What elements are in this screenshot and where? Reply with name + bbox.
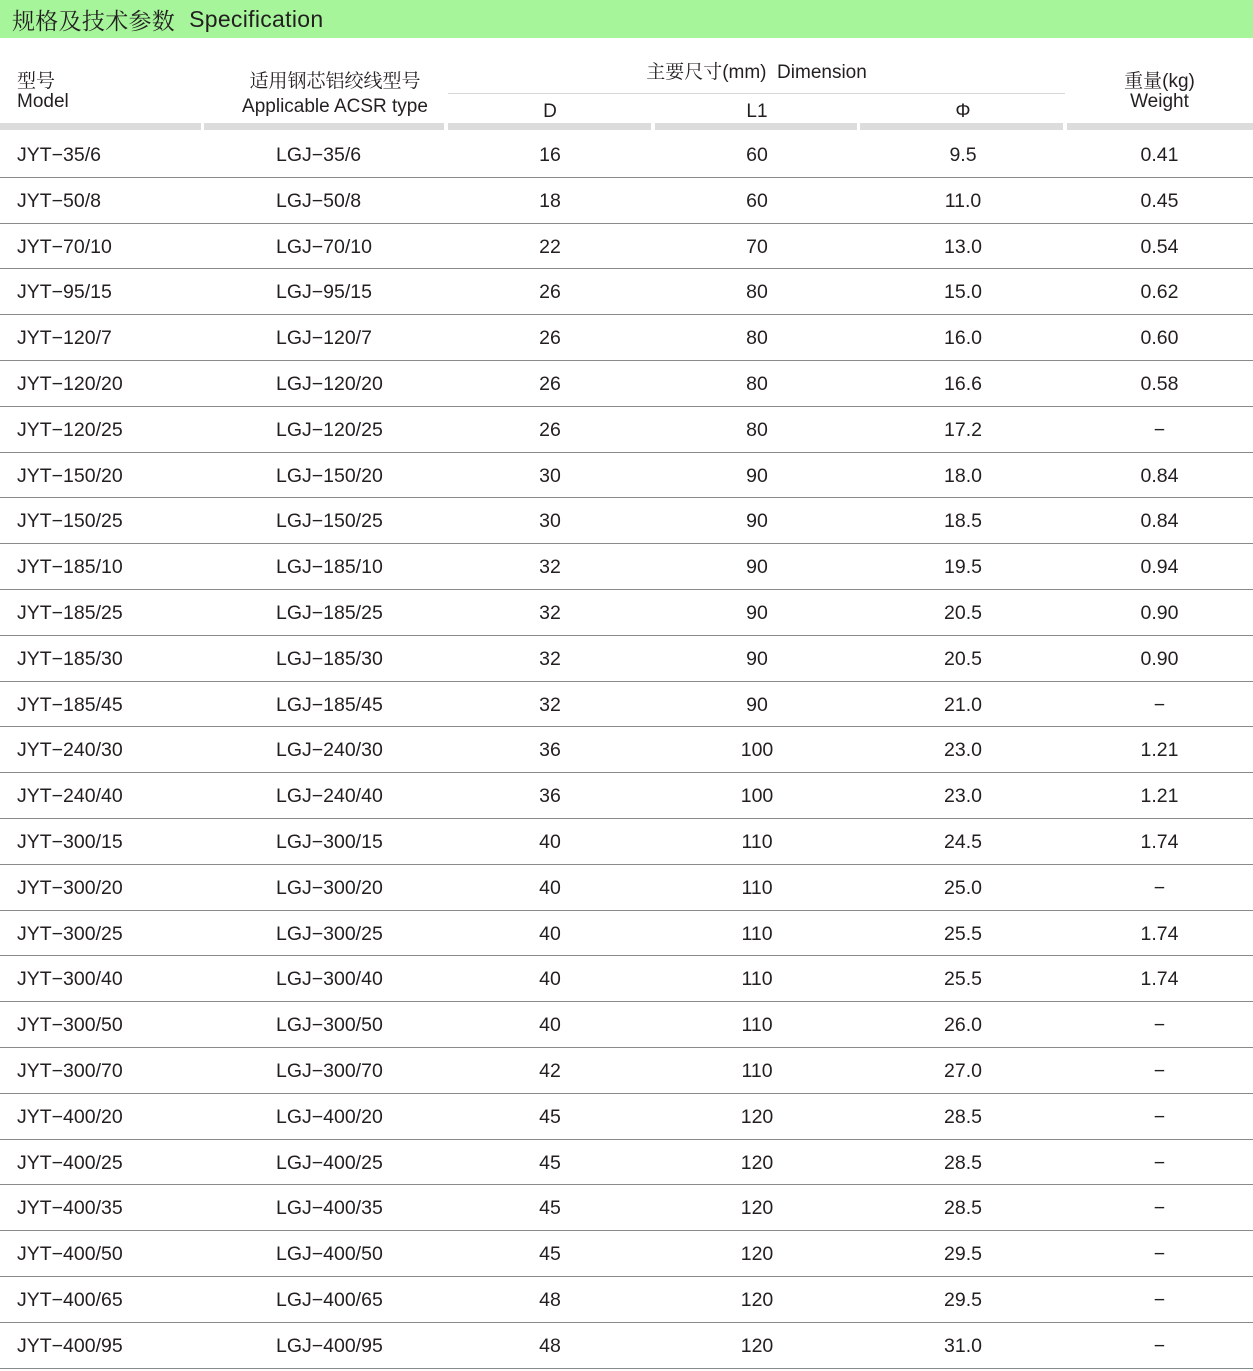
cell-d: 36 — [539, 785, 561, 808]
table-row — [0, 224, 1253, 270]
cell-acsr: LGJ−400/35 — [276, 1197, 383, 1220]
cell-weight: 1.21 — [1140, 739, 1179, 762]
table-row — [0, 911, 1253, 957]
cell-model: JYT−400/20 — [17, 1105, 123, 1128]
title-zh: 规格及技术参数 — [12, 7, 176, 34]
cell-model: JYT−185/45 — [17, 693, 123, 716]
cell-model: JYT−120/7 — [17, 327, 112, 350]
cell-d: 48 — [539, 1288, 561, 1311]
cell-d: 30 — [539, 464, 561, 487]
cell-l1: 100 — [740, 739, 774, 762]
cell-phi: 16.6 — [944, 372, 982, 395]
cell-weight: 0.45 — [1140, 189, 1179, 212]
cell-weight: 0.90 — [1140, 601, 1179, 624]
cell-phi: 28.5 — [944, 1151, 982, 1174]
table-row — [0, 498, 1253, 544]
cell-acsr: LGJ−300/50 — [276, 1014, 383, 1037]
table-row — [0, 1185, 1253, 1231]
header-d: D — [543, 101, 557, 122]
cell-phi: 11.0 — [944, 189, 982, 212]
cell-phi: 29.5 — [944, 1288, 982, 1311]
cell-phi: 25.0 — [944, 876, 982, 899]
cell-phi: 13.0 — [944, 235, 982, 258]
cell-acsr: LGJ−35/6 — [276, 144, 362, 166]
cell-model: JYT−240/30 — [17, 739, 123, 762]
header-rule-d — [448, 123, 651, 130]
cell-acsr: LGJ−185/25 — [276, 601, 383, 624]
cell-phi: 19.5 — [944, 556, 982, 579]
cell-phi: 20.5 — [944, 601, 982, 624]
cell-model: JYT−300/15 — [17, 830, 123, 853]
cell-d: 26 — [539, 281, 561, 304]
cell-d: 40 — [539, 968, 561, 991]
cell-l1: 110 — [741, 968, 773, 991]
table-row — [0, 178, 1253, 224]
cell-weight: 0.84 — [1140, 510, 1179, 533]
cell-phi: 18.5 — [944, 510, 982, 533]
cell-model: JYT−70/10 — [17, 235, 112, 258]
cell-l1: 110 — [741, 1059, 773, 1082]
cell-model: JYT−150/20 — [17, 464, 123, 487]
cell-d: 45 — [539, 1197, 561, 1220]
cell-phi: 18.0 — [944, 464, 982, 487]
title-bar — [0, 0, 1253, 38]
header-model-zh: 型号 — [17, 71, 56, 92]
cell-d: 18 — [539, 189, 561, 212]
cell-acsr: LGJ−150/25 — [276, 510, 383, 533]
cell-acsr: LGJ−185/45 — [276, 693, 383, 716]
cell-weight: − — [1153, 1243, 1166, 1266]
cell-phi: 28.5 — [944, 1197, 982, 1220]
cell-l1: 110 — [741, 830, 773, 853]
cell-acsr: LGJ−150/20 — [276, 464, 383, 487]
header-rule-weight — [1067, 123, 1253, 130]
table-row — [0, 727, 1253, 773]
header-acsr-en: Applicable ACSR type — [242, 96, 428, 117]
cell-d: 32 — [539, 601, 561, 624]
table-row — [0, 453, 1253, 499]
cell-l1: 120 — [740, 1288, 774, 1311]
header-rule-model — [0, 123, 201, 130]
cell-weight: 0.90 — [1140, 647, 1179, 670]
cell-model: JYT−300/50 — [17, 1014, 123, 1037]
table-row — [0, 956, 1253, 1002]
cell-l1: 90 — [746, 464, 768, 487]
header-weight-en: Weight — [1130, 91, 1189, 112]
cell-l1: 90 — [746, 693, 768, 716]
cell-phi: 29.5 — [944, 1243, 982, 1266]
header-phi: Φ — [955, 101, 971, 122]
cell-weight: 1.74 — [1140, 922, 1179, 945]
cell-model: JYT−120/25 — [17, 418, 123, 441]
table-row — [0, 407, 1253, 453]
cell-model: JYT−120/20 — [17, 372, 123, 395]
cell-model: JYT−400/35 — [17, 1197, 123, 1220]
cell-weight: 0.41 — [1140, 144, 1179, 166]
cell-phi: 26.0 — [944, 1014, 982, 1037]
cell-d: 42 — [539, 1059, 561, 1082]
cell-l1: 110 — [741, 1014, 773, 1037]
dimension-divider — [448, 93, 1065, 94]
cell-l1: 90 — [746, 556, 768, 579]
cell-model: JYT−300/25 — [17, 922, 123, 945]
cell-d: 32 — [539, 647, 561, 670]
cell-model: JYT−400/25 — [17, 1151, 123, 1174]
cell-model: JYT−400/95 — [17, 1334, 123, 1357]
cell-phi: 15.0 — [944, 281, 982, 304]
cell-l1: 70 — [746, 235, 768, 258]
cell-l1: 60 — [746, 189, 768, 212]
cell-weight: − — [1153, 1334, 1166, 1357]
cell-acsr: LGJ−50/8 — [276, 189, 362, 212]
header-weight — [1066, 72, 1253, 112]
table-row — [0, 1277, 1253, 1323]
header-model — [17, 72, 69, 112]
table-row — [0, 1323, 1253, 1369]
cell-weight: 0.58 — [1140, 372, 1179, 395]
table-row — [0, 361, 1253, 407]
header-weight-zh: 重量(kg) — [1124, 71, 1195, 92]
cell-d: 40 — [539, 830, 561, 853]
cell-model: JYT−300/40 — [17, 968, 123, 991]
cell-phi: 23.0 — [944, 739, 982, 762]
cell-d: 16 — [539, 144, 561, 166]
cell-weight: − — [1153, 1014, 1166, 1037]
cell-weight: 0.54 — [1140, 235, 1179, 258]
cell-l1: 90 — [746, 510, 768, 533]
cell-acsr: LGJ−95/15 — [276, 281, 372, 304]
cell-d: 26 — [539, 372, 561, 395]
cell-l1: 110 — [741, 876, 773, 899]
table-row — [0, 636, 1253, 682]
cell-model: JYT−185/30 — [17, 647, 123, 670]
cell-l1: 80 — [746, 327, 768, 350]
cell-acsr: LGJ−300/20 — [276, 876, 383, 899]
cell-weight: 0.62 — [1140, 281, 1179, 304]
cell-acsr: LGJ−185/10 — [276, 556, 383, 579]
table-row — [0, 1094, 1253, 1140]
cell-d: 48 — [539, 1334, 561, 1357]
cell-model: JYT−150/25 — [17, 510, 123, 533]
header-rule-acsr — [204, 123, 444, 130]
cell-l1: 120 — [740, 1197, 774, 1220]
cell-phi: 31.0 — [944, 1334, 982, 1357]
cell-acsr: LGJ−300/15 — [276, 830, 383, 853]
cell-weight: − — [1153, 693, 1166, 716]
cell-l1: 120 — [740, 1243, 774, 1266]
cell-phi: 25.5 — [944, 968, 982, 991]
cell-d: 32 — [539, 693, 561, 716]
cell-weight: 1.74 — [1140, 968, 1179, 991]
cell-weight: 0.94 — [1140, 556, 1179, 579]
cell-l1: 120 — [740, 1334, 774, 1357]
table-row — [0, 544, 1253, 590]
cell-d: 45 — [539, 1151, 561, 1174]
cell-weight: 1.74 — [1140, 830, 1179, 853]
cell-model: JYT−400/65 — [17, 1288, 123, 1311]
table-row — [0, 590, 1253, 636]
header-acsr — [204, 72, 466, 117]
table-row — [0, 819, 1253, 865]
cell-l1: 120 — [740, 1151, 774, 1174]
cell-acsr: LGJ−120/25 — [276, 418, 383, 441]
cell-d: 36 — [539, 739, 561, 762]
cell-model: JYT−50/8 — [17, 189, 102, 212]
cell-phi: 24.5 — [944, 830, 982, 853]
cell-acsr: LGJ−240/40 — [276, 785, 383, 808]
cell-model: JYT−35/6 — [17, 144, 102, 166]
header-rule-l1 — [655, 123, 857, 130]
cell-model: JYT−185/25 — [17, 601, 123, 624]
table-row — [0, 773, 1253, 819]
table-row — [0, 682, 1253, 728]
cell-phi: 25.5 — [944, 922, 982, 945]
cell-d: 22 — [539, 235, 561, 258]
cell-d: 40 — [539, 922, 561, 945]
cell-weight: − — [1153, 418, 1166, 441]
cell-model: JYT−400/50 — [17, 1243, 123, 1266]
cell-phi: 21.0 — [944, 693, 982, 716]
cell-phi: 16.0 — [944, 327, 982, 350]
cell-phi: 17.2 — [944, 418, 982, 441]
cell-phi: 27.0 — [944, 1059, 982, 1082]
table-row — [0, 1002, 1253, 1048]
header-l1: L1 — [746, 101, 768, 122]
cell-acsr: LGJ−300/25 — [276, 922, 383, 945]
cell-d: 26 — [539, 327, 561, 350]
table-row — [0, 865, 1253, 911]
cell-weight: − — [1153, 1151, 1166, 1174]
cell-d: 40 — [539, 876, 561, 899]
header-model-en: Model — [17, 91, 69, 112]
cell-d: 32 — [539, 556, 561, 579]
cell-model: JYT−95/15 — [17, 281, 112, 304]
cell-acsr: LGJ−300/40 — [276, 968, 383, 991]
cell-l1: 90 — [746, 601, 768, 624]
table-row — [0, 1048, 1253, 1094]
cell-model: JYT−185/10 — [17, 556, 123, 579]
cell-l1: 120 — [740, 1105, 774, 1128]
cell-weight: − — [1153, 1197, 1166, 1220]
cell-l1: 100 — [740, 785, 774, 808]
header-dimension: 主要尺寸(mm) Dimension — [646, 62, 867, 83]
spec-table-body — [0, 132, 1253, 1369]
header-rule-phi — [860, 123, 1063, 130]
cell-acsr: LGJ−120/7 — [276, 327, 372, 350]
cell-l1: 80 — [746, 372, 768, 395]
cell-l1: 90 — [746, 647, 768, 670]
cell-d: 40 — [539, 1014, 561, 1037]
cell-model: JYT−300/20 — [17, 876, 123, 899]
cell-weight: 0.84 — [1140, 464, 1179, 487]
cell-weight: 1.21 — [1140, 785, 1179, 808]
cell-acsr: LGJ−400/25 — [276, 1151, 383, 1174]
table-row — [0, 269, 1253, 315]
cell-l1: 80 — [746, 418, 768, 441]
cell-phi: 20.5 — [944, 647, 982, 670]
cell-l1: 60 — [746, 144, 768, 166]
cell-l1: 80 — [746, 281, 768, 304]
cell-acsr: LGJ−400/95 — [276, 1334, 383, 1357]
cell-phi: 28.5 — [944, 1105, 982, 1128]
cell-weight: − — [1153, 1059, 1166, 1082]
cell-acsr: LGJ−120/20 — [276, 372, 383, 395]
cell-weight: − — [1153, 876, 1166, 899]
cell-acsr: LGJ−240/30 — [276, 739, 383, 762]
table-row — [0, 1140, 1253, 1186]
header-acsr-zh: 适用钢芯铝绞线型号 — [249, 71, 421, 92]
cell-acsr: LGJ−300/70 — [276, 1059, 383, 1082]
cell-acsr: LGJ−70/10 — [276, 235, 372, 258]
cell-d: 45 — [539, 1105, 561, 1128]
title-en: Specification — [189, 5, 324, 32]
cell-model: JYT−240/40 — [17, 785, 123, 808]
cell-phi: 23.0 — [944, 785, 982, 808]
cell-d: 26 — [539, 418, 561, 441]
cell-d: 30 — [539, 510, 561, 533]
cell-l1: 110 — [741, 922, 773, 945]
cell-acsr: LGJ−400/65 — [276, 1288, 383, 1311]
table-row — [0, 1231, 1253, 1277]
cell-acsr: LGJ−185/30 — [276, 647, 383, 670]
cell-d: 45 — [539, 1243, 561, 1266]
table-row — [0, 132, 1253, 178]
cell-weight: − — [1153, 1105, 1166, 1128]
cell-acsr: LGJ−400/50 — [276, 1243, 383, 1266]
cell-weight: 0.60 — [1140, 327, 1179, 350]
cell-weight: − — [1153, 1288, 1166, 1311]
cell-model: JYT−300/70 — [17, 1059, 123, 1082]
cell-phi: 9.5 — [949, 144, 977, 166]
cell-acsr: LGJ−400/20 — [276, 1105, 383, 1128]
table-row — [0, 315, 1253, 361]
